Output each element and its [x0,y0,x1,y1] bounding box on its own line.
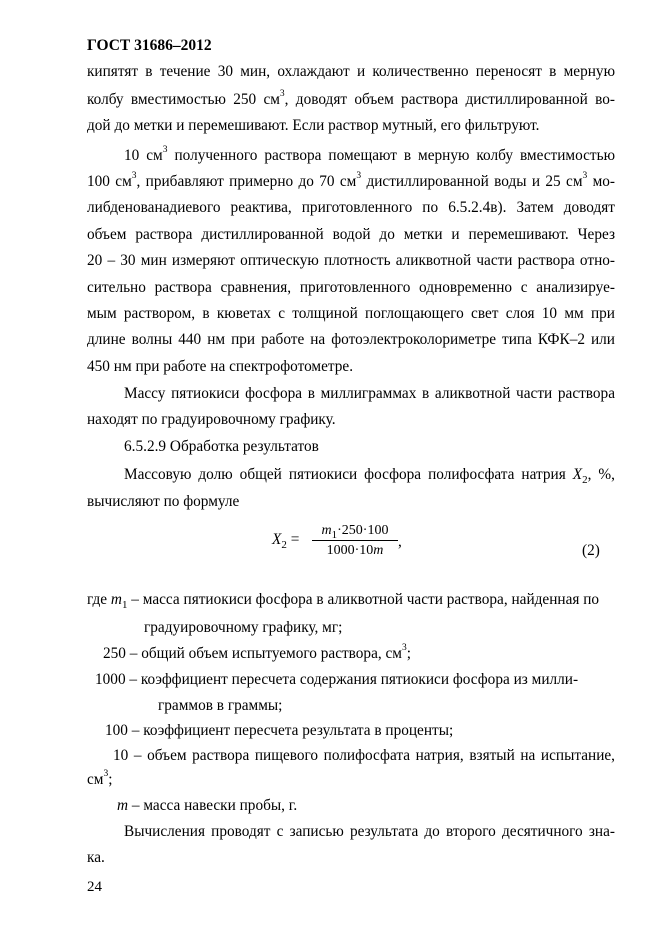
where-100: 100 – коэффициент пересчета результата в проценты; [105,722,454,739]
paragraph1-line1: кипятят в течение 30 мин, охлаждают и количественно переносят в мерную [87,63,615,80]
section-heading: 6.5.2.9 Обработка результатов [124,438,319,455]
paragraph2-line8: длине волны 440 нм при работе на фотоэлектроколориметре типа КФК–2 или [87,331,615,348]
formula-number: (2) [582,542,600,559]
paragraph2-line6: сительно раствора сравнения, приготовленного одновременно с анализируе- [87,279,615,296]
paragraph1-line3: дой до метки и перемешивают. Если раствор мутный, его фильтруют. [87,117,540,134]
where-m1: где $m_1$ – масса пятиокиси фосфора в аликвотной части раствора, найденная по [87,591,600,612]
formula-lhs: $X_2$ = [272,531,300,552]
where-10: 10 – объем раствора пищевого полифосфата натрия, взятый на испытание, [113,747,615,764]
where-250: 250 – общий объем испытуемого раствора, $см^3$; [103,642,411,662]
formula-denominator: 1000·10m [326,543,384,558]
paragraph5-line2: ка. [87,849,105,866]
paragraph2-line1: 10 $см^3$ полученного раствора помещают в мерную колбу вместимостью [124,144,616,164]
paragraph4-line2: вычисляют по формуле [87,493,240,510]
paragraph2-line2: 100 $см^3$, прибавляют примерно до 70 $см^3$ дистиллированной воды и 25 $см^3$ мо- [87,170,616,190]
where-1000: 1000 – коэффициент пересчета содержания пятиокиси фосфора из милли- [95,671,579,688]
formula-numerator: $m_1\cdot 250\cdot 100$ [312,522,398,541]
paragraph2-line3: либденованадиевого реактива, приготовленного по 6.5.2.4в). Затем доводят [87,199,615,216]
paragraph5-line1: Вычисления проводят с записью результата до второго десятичного зна- [124,823,615,840]
page-number: 24 [87,879,102,895]
where-1000-cont: граммов в граммы; [158,697,283,714]
paragraph2-line7: мым раствором, в кюветах с толщиной поглощающего свет слоя 10 мм при [87,305,615,322]
paragraph2-line4: объем раствора дистиллированной водой до метки и перемешивают. Через [87,226,615,243]
where-10-cont: $см^3$; [87,768,113,788]
formula-fraction [312,522,398,561]
paragraph3-line1: Массу пятиокиси фосфора в миллиграммах в аликвотной части раствора [124,385,615,402]
where-m1-cont: градуировочному графику, мг; [144,619,343,636]
paragraph3-line2: находят по градуировочному графику. [87,411,336,428]
paragraph2-line5: 20 – 30 мин измеряют оптическую плотность аликвотной части раствора отно- [87,252,615,269]
paragraph2-line9: 450 нм при работе на спектрофотометре. [87,358,354,375]
paragraph4-line1: Массовую долю общей пятиокиси фосфора полифосфата натрия $X_2$, %, [124,466,615,487]
formula-comma: , [398,533,402,550]
document-header: ГОСТ 31686–2012 [87,37,212,54]
paragraph1-line2: колбу вместимостью 250 $см^3$, доводят объем раствора дистиллированной во- [87,88,615,108]
where-m: m – масса навески пробы, г. [117,797,298,814]
